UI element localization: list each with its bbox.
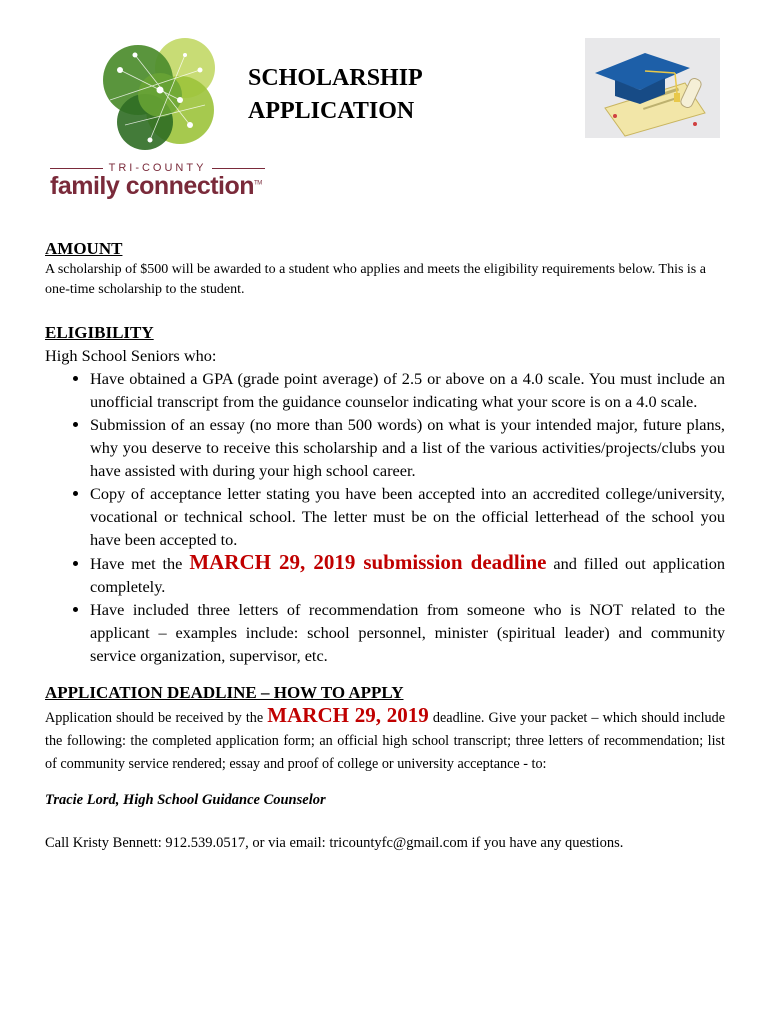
eligibility-item-recommendations: • Have included three letters of recommendation from someone who is NOT related to the applicant – examples include: school personnel, minister (spiritual leader) and community service organization, supervisor, etc. <box>90 598 725 667</box>
application-text <box>45 704 725 776</box>
main-content <box>45 238 725 852</box>
eligibility-item-gpa: • Have obtained a GPA (grade point average) of 2.5 or above on a 4.0 scale. You must include an unofficial transcript from the guidance counselor indicating what your score is on a 4.0 scale. <box>90 367 725 413</box>
trademark: TM <box>254 180 262 187</box>
org-name <box>50 172 262 201</box>
deadline-pre: Have met the <box>90 554 183 573</box>
tri-county-logo <box>90 30 230 160</box>
amount-heading: AMOUNT <box>45 239 123 258</box>
title-line1: SCHOLARSHIP <box>248 65 423 91</box>
application-pre: Application should be received by the <box>45 710 264 726</box>
org-region-text: TRI-COUNTY <box>108 162 207 174</box>
eligibility-intro: High School Seniors who: <box>45 346 217 365</box>
application-post: deadline. Give your packet – which should include the following: the completed application form; an official high school transcript; three letters of recommendation; list of community service rendered; essay and proof of college or university acceptance - to: <box>45 710 726 772</box>
eligibility-item-essay: • Submission of an essay (no more than 500 words) on what is your intended major, future plans, why you deserve to receive this scholarship and a list of the various activities/projects/clubs you have assisted with during your high school career. <box>90 413 725 482</box>
deadline-post: and filled out application completely. <box>90 554 726 596</box>
amount-text: A scholarship of $500 will be awarded to a student who applies and meets the eligibility requirements below. This is a one-time scholarship to the student. <box>45 262 706 297</box>
deadline-highlight: MARCH 29, 2019 submission deadline <box>189 550 547 574</box>
eligibility-item-acceptance: • Copy of acceptance letter stating you have been accepted into an accredited college/university, vocational or technical school. The letter must be on the official letterhead of the school you have been accepted to. <box>90 482 725 551</box>
eligibility-item-deadline <box>90 551 725 598</box>
application-section <box>45 682 725 852</box>
counselor-name: Tracie Lord, High School Guidance Counselor <box>45 792 326 808</box>
contact-info: Call Kristy Bennett: 912.539.0517, or via email: tricountyfc@gmail.com if you have any questions. <box>45 835 624 851</box>
application-deadline: MARCH 29, 2019 <box>267 703 429 727</box>
application-heading: APPLICATION DEADLINE – HOW TO APPLY <box>45 683 404 702</box>
title-line2: APPLICATION <box>248 98 415 124</box>
org-name-text: family connection <box>50 172 255 200</box>
eligibility-list <box>45 367 725 667</box>
graduation-cap-diploma-image <box>585 38 720 138</box>
eligibility-heading: ELIGIBILITY <box>45 323 154 342</box>
page-title <box>248 62 423 128</box>
eligibility-section <box>45 322 725 667</box>
